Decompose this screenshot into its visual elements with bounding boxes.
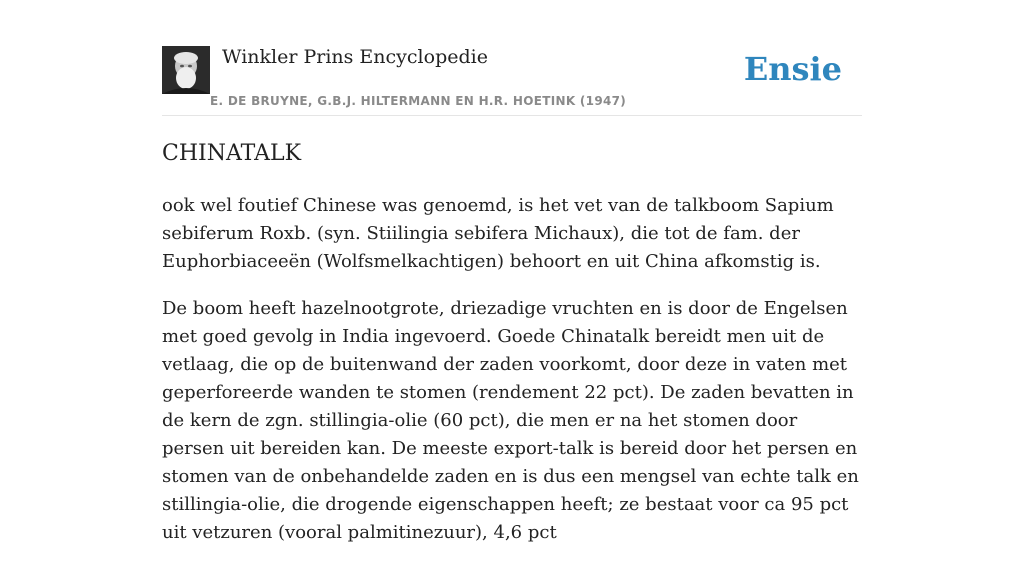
entry-body: [162, 192, 862, 566]
header: [162, 44, 862, 116]
ensie-logo[interactable]: Ensie: [743, 50, 842, 88]
paragraph-2: De boom heeft hazelnootgrote, driezadige vruchten en is door de Engelsen met goed gevolg in India ingevoerd. Goede Chinatalk bereidt men uit de vetlaag, die op de buitenwand der zaden voorkomt, door deze in vaten met geperforeerde wanden te stomen (rendement 22 pct). De zaden bevatten in de kern de zgn. stillingia-olie (60 pct), die men er na het stomen door persen uit bereiden kan. De meeste export-talk is bereid door het persen en stomen van de onbehandelde zaden en is dus een mengsel van echte talk en stillingia-olie, die drogende eigenschappen heeft; ze bestaat voor ca 95 pct uit vetzuren (vooral palmitinezuur), 4,6 pct: [162, 298, 859, 543]
author-avatar: [162, 46, 210, 94]
authors-byline: E. DE BRUYNE, G.B.J. HILTERMANN EN H.R. HOETINK (1947): [210, 94, 627, 108]
site-title[interactable]: Winkler Prins Encyclopedie: [222, 46, 488, 68]
portrait-image: [162, 46, 210, 94]
entry-title: CHINATALK: [162, 141, 302, 166]
paragraph-1: ook wel foutief Chinese was genoemd, is het vet van de talkboom Sapium sebiferum Roxb. (syn. Stiilingia sebifera Michaux), die tot de fam. der Euphorbiaceeën (Wolfsmelkachtigen) behoort en uit China afkomstig is.: [162, 195, 834, 272]
